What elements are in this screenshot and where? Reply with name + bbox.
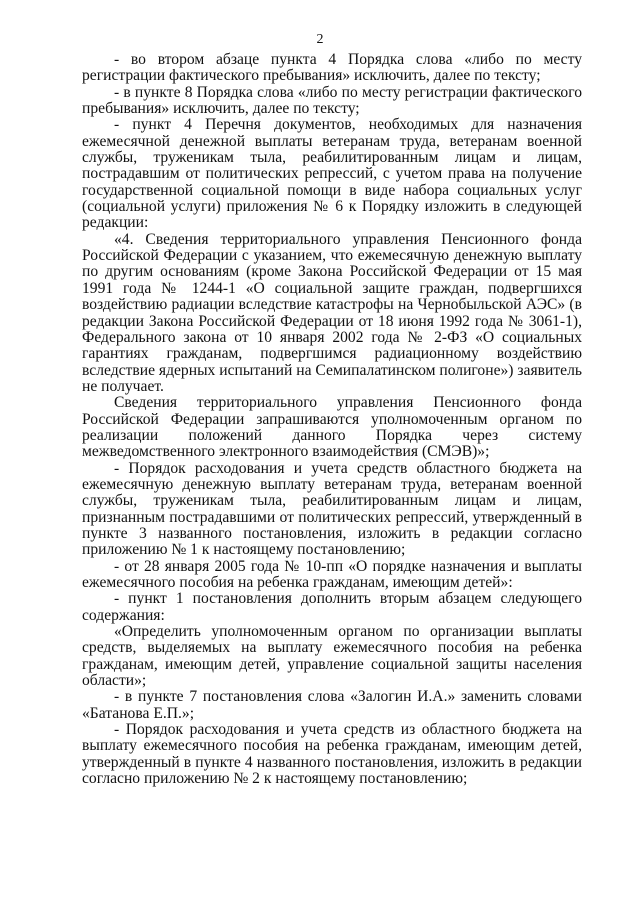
paragraph: - в пункте 7 постановления слова «Залогин И.А.» заменить словами «Батанова Е.П.»; <box>82 688 582 722</box>
page-number: 2 <box>316 32 324 47</box>
paragraph: - пункт 4 Перечня документов, необходимых для назначения ежемесячной денежной выплаты ветеранам труда, ветеранам военной службы, труженикам тыла, реабилитированным лицам и лицам, пострадавшим от политических репрессий, с учетом права на получение государственной социальной помощи в виде набора социальных услуг (социальной услуги) приложения № 6 к Порядку изложить в следующей редакции: <box>82 116 582 232</box>
paragraph: - Порядок расходования и учета средств областного бюджета на ежемесячную денежную выплату ветеранам труда, ветеранам военной службы, труженикам тыла, реабилитированным лицам и лицам, признанным пострадавшими от политических репрессий, утвержденный в пункте 3 названного постановления, изложить в редакции согласно приложению № 1 к настоящему постановлению; <box>82 459 582 559</box>
paragraph: - во втором абзаце пункта 4 Порядка слова «либо по месту регистрации фактического пребывания» исключить, далее по тексту; <box>82 51 582 85</box>
paragraph: - в пункте 8 Порядка слова «либо по месту регистрации фактического пребывания» исключить, далее по тексту; <box>82 83 582 118</box>
paragraph: - Порядок расходования и учета средств из областного бюджета на выплату ежемесячного пособия на ребенка гражданам, имеющим детей, утвержденный в пункте 4 названного постановления, изложить в редакции согласно приложению № 2 к настоящему постановлению; <box>82 721 582 788</box>
paragraph: - пункт 1 постановления дополнить вторым абзацем следующего содержания: <box>82 590 582 624</box>
document-body <box>82 52 582 787</box>
paragraph: - от 28 января 2005 года № 10-пп «О порядке назначения и выплаты ежемесячного пособия на ребенка гражданам, имеющим детей»: <box>82 557 582 591</box>
paragraph: «Определить уполномоченным органом по организации выплаты средств, выделяемых на выплату ежемесячного пособия на ребенка гражданам, имеющим детей, управление социальной защиты населения области»; <box>82 623 582 690</box>
paragraph: «4. Сведения территориального управления Пенсионного фонда Российской Федерации с указанием, что ежемесячную денежную выплату по другим основаниям (кроме Закона Российской Федерации от 15 мая 1991 года № 1244-1 «О социальной защите граждан, подвергшихся воздействию радиации вследствие катастрофы на Чернобыльской АЭС» (в редакции Закона Российской Федерации от 18 июня 1992 года № 3061-1), Федерального закона от 10 января 2002 года № 2-ФЗ «О социальных гарантиях гражданам, подвергшимся радиационному воздействию вследствие ядерных испытаний на Семипалатинском полигоне») заявитель не получает. <box>82 230 582 395</box>
paragraph: Сведения территориального управления Пенсионного фонда Российской Федерации запрашиваются уполномоченным органом по реализации положений данного Порядка через систему межведомственного электронного взаимодействия (СМЭВ)»; <box>82 394 582 461</box>
